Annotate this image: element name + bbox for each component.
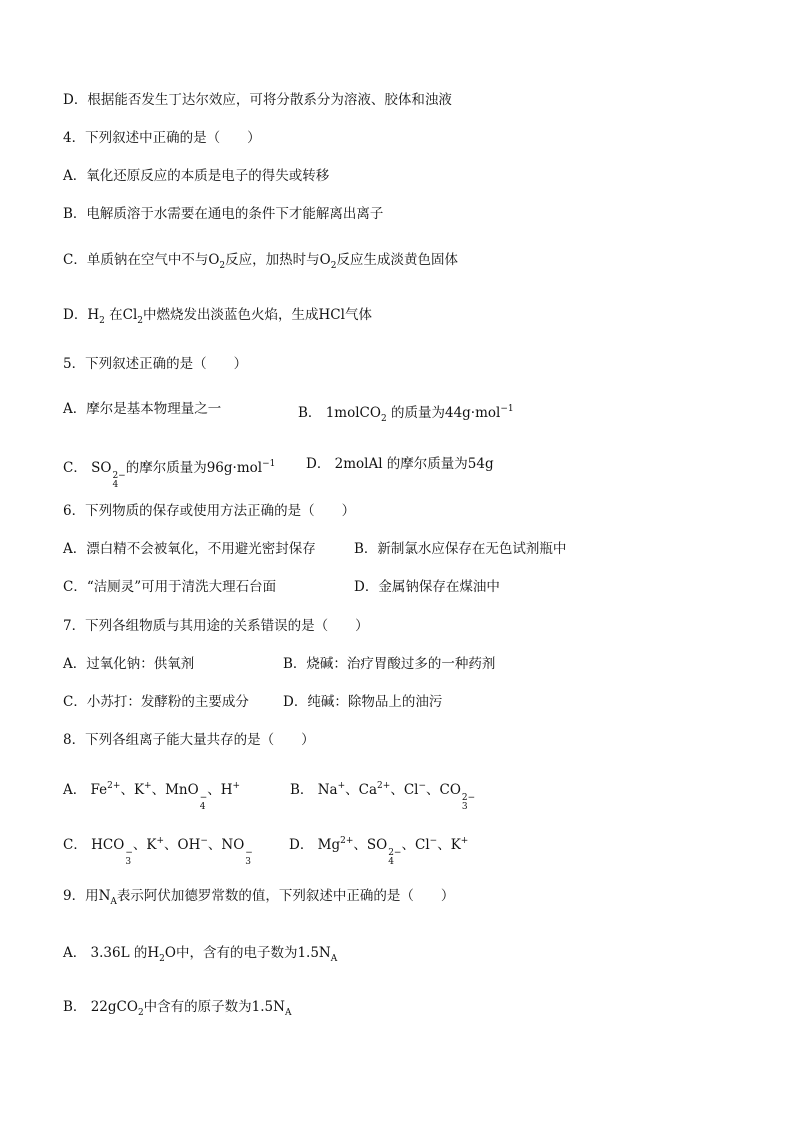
ion-so4: SO <box>366 837 388 853</box>
text: 中燃烧发出淡蓝色火焰，生成HCl气体 <box>143 307 372 323</box>
superscript: − <box>418 781 427 791</box>
text: O中，含有的电子数为1.5N <box>164 945 331 961</box>
separator: 、 <box>353 837 367 853</box>
ion-fe: Fe <box>90 782 108 798</box>
superscript: + <box>156 836 164 846</box>
superscript: − <box>245 848 253 858</box>
ion-no3: NO <box>221 837 245 853</box>
sup-sub-stack <box>245 849 253 867</box>
text: B． 22gCO <box>63 999 138 1015</box>
question-8-option-b <box>290 777 475 812</box>
question-5-option-c <box>63 455 275 490</box>
superscript: −1 <box>500 404 514 414</box>
question-9-option-a <box>63 944 337 968</box>
label: A． <box>63 782 87 798</box>
separator: 、 <box>426 782 440 798</box>
subscript: 2 <box>159 954 165 964</box>
superscript: 2− <box>388 848 402 858</box>
ion-na: Na <box>317 782 338 798</box>
separator: 、 <box>164 837 178 853</box>
superscript: − <box>200 836 208 846</box>
ion-mno4: MnO <box>165 782 199 798</box>
text: 反应，加热时与O <box>225 252 331 268</box>
superscript: 2− <box>112 471 126 481</box>
question-4-option-a: A．氧化还原反应的本质是电子的得失或转移 <box>63 168 330 184</box>
question-9-stem <box>63 887 454 911</box>
sup-sub-stack <box>112 472 125 490</box>
question-9-option-b <box>63 998 291 1022</box>
subscript: 3 <box>245 857 252 867</box>
ion-ca: Ca <box>358 782 378 798</box>
superscript: 2+ <box>107 781 121 791</box>
subscript: 3 <box>461 802 468 812</box>
subscript: 2 <box>137 316 144 326</box>
label: D． <box>289 837 314 853</box>
question-7-option-d: D．纯碱：除物品上的油污 <box>283 694 443 710</box>
subscript: 2 <box>137 1008 144 1018</box>
question-7-option-c: C．小苏打：发酵粉的主要成分 <box>63 694 249 710</box>
superscript: −1 <box>262 459 276 469</box>
question-3-option-d: D．根据能否发生丁达尔效应，可将分散系分为溶液、胶体和浊液 <box>63 92 452 108</box>
separator: 、 <box>390 782 404 798</box>
label: B． <box>290 782 314 798</box>
superscript: + <box>460 836 469 846</box>
subscript: 4 <box>112 480 119 490</box>
superscript: 2+ <box>377 781 391 791</box>
question-8-option-d <box>289 832 468 867</box>
superscript: − <box>429 836 438 846</box>
question-6-option-b: B．新制氯水应保存在无色试剂瓶中 <box>354 541 567 557</box>
superscript: 2− <box>461 793 476 803</box>
subscript: 4 <box>199 802 206 812</box>
text: 的质量为44g·mol <box>386 405 501 421</box>
subscript: A <box>330 954 338 964</box>
question-7-stem: 7．下列各组物质与其用途的关系错误的是（ ） <box>63 618 369 634</box>
separator: 、 <box>207 782 221 798</box>
ion-cl: Cl <box>414 837 430 853</box>
sup-sub-stack <box>388 849 401 867</box>
superscript: + <box>232 781 241 791</box>
question-4-option-d <box>63 306 372 330</box>
superscript: − <box>125 848 133 858</box>
ion-k: K <box>133 782 145 798</box>
separator: 、 <box>437 837 451 853</box>
question-4-option-b: B．电解质溶于水需要在通电的条件下才能解离出离子 <box>63 206 384 222</box>
question-7-option-a: A．过氧化钠：供氧剂 <box>63 656 195 672</box>
question-6-option-d: D．金属钠保存在煤油中 <box>354 579 500 595</box>
question-8-option-a <box>63 777 240 812</box>
label: C． <box>63 837 87 853</box>
superscript: + <box>144 781 152 791</box>
sup-sub-stack <box>462 794 475 812</box>
subscript: 2 <box>380 414 387 424</box>
subscript: A <box>284 1008 292 1018</box>
subscript: 2 <box>99 316 105 326</box>
question-5-option-d: D． 2molAl 的摩尔质量为54g <box>306 456 494 472</box>
question-6-option-a: A．漂白精不会被氧化，不用避光密封保存 <box>63 541 316 557</box>
question-5-stem: 5．下列叙述正确的是（ ） <box>63 356 248 372</box>
text: 的摩尔质量为96g·mol <box>125 460 263 476</box>
ion-co3: CO <box>439 782 461 798</box>
superscript: + <box>337 781 346 791</box>
text: 中含有的原子数为1.5N <box>143 999 285 1015</box>
subscript: 3 <box>125 857 132 867</box>
subscript: 2 <box>330 261 337 271</box>
separator: 、 <box>120 782 134 798</box>
ion-hco3: HCO <box>91 837 125 853</box>
sup-sub-stack <box>125 849 133 867</box>
ion-h: H <box>220 782 233 798</box>
separator: 、 <box>207 837 222 853</box>
separator: 、 <box>132 837 147 853</box>
text: A． 3.36L 的H <box>63 945 160 961</box>
text: B． 1molCO <box>298 405 381 421</box>
separator: 、 <box>151 782 166 798</box>
ion-cl: Cl <box>403 782 419 798</box>
question-8-option-c <box>63 832 253 867</box>
text: C． SO <box>63 460 112 476</box>
question-4-option-c <box>63 251 458 275</box>
question-5-option-a: A．摩尔是基本物理量之一 <box>63 401 222 417</box>
superscript: − <box>199 793 208 803</box>
ion-mg: Mg <box>317 837 341 853</box>
ion-oh: OH <box>177 837 201 853</box>
text: D．H <box>63 307 100 323</box>
question-7-option-b: B．烧碱：治疗胃酸过多的一种药剂 <box>283 656 496 672</box>
ion-k: K <box>146 837 157 853</box>
separator: 、 <box>401 837 415 853</box>
text: 9．用N <box>63 888 111 904</box>
separator: 、 <box>345 782 359 798</box>
text: 在Cl <box>104 307 138 323</box>
question-5-option-b <box>298 400 514 428</box>
question-6-stem: 6．下列物质的保存或使用方法正确的是（ ） <box>63 503 356 519</box>
text: 反应生成淡黄色固体 <box>336 252 458 268</box>
question-4-stem: 4．下列叙述中正确的是（ ） <box>63 130 261 146</box>
ion-k: K <box>450 837 461 853</box>
subscript: A <box>110 897 117 907</box>
text: C．单质钠在空气中不与O <box>63 252 220 268</box>
question-8-stem: 8．下列各组离子能大量共存的是（ ） <box>63 732 315 748</box>
subscript: 2 <box>219 261 226 271</box>
superscript: 2+ <box>340 836 354 846</box>
text: 表示阿伏加德罗常数的值，下列叙述中正确的是（ ） <box>116 888 455 904</box>
subscript: 4 <box>388 857 394 867</box>
question-6-option-c: C．“洁厕灵”可用于清洗大理石台面 <box>63 579 277 595</box>
